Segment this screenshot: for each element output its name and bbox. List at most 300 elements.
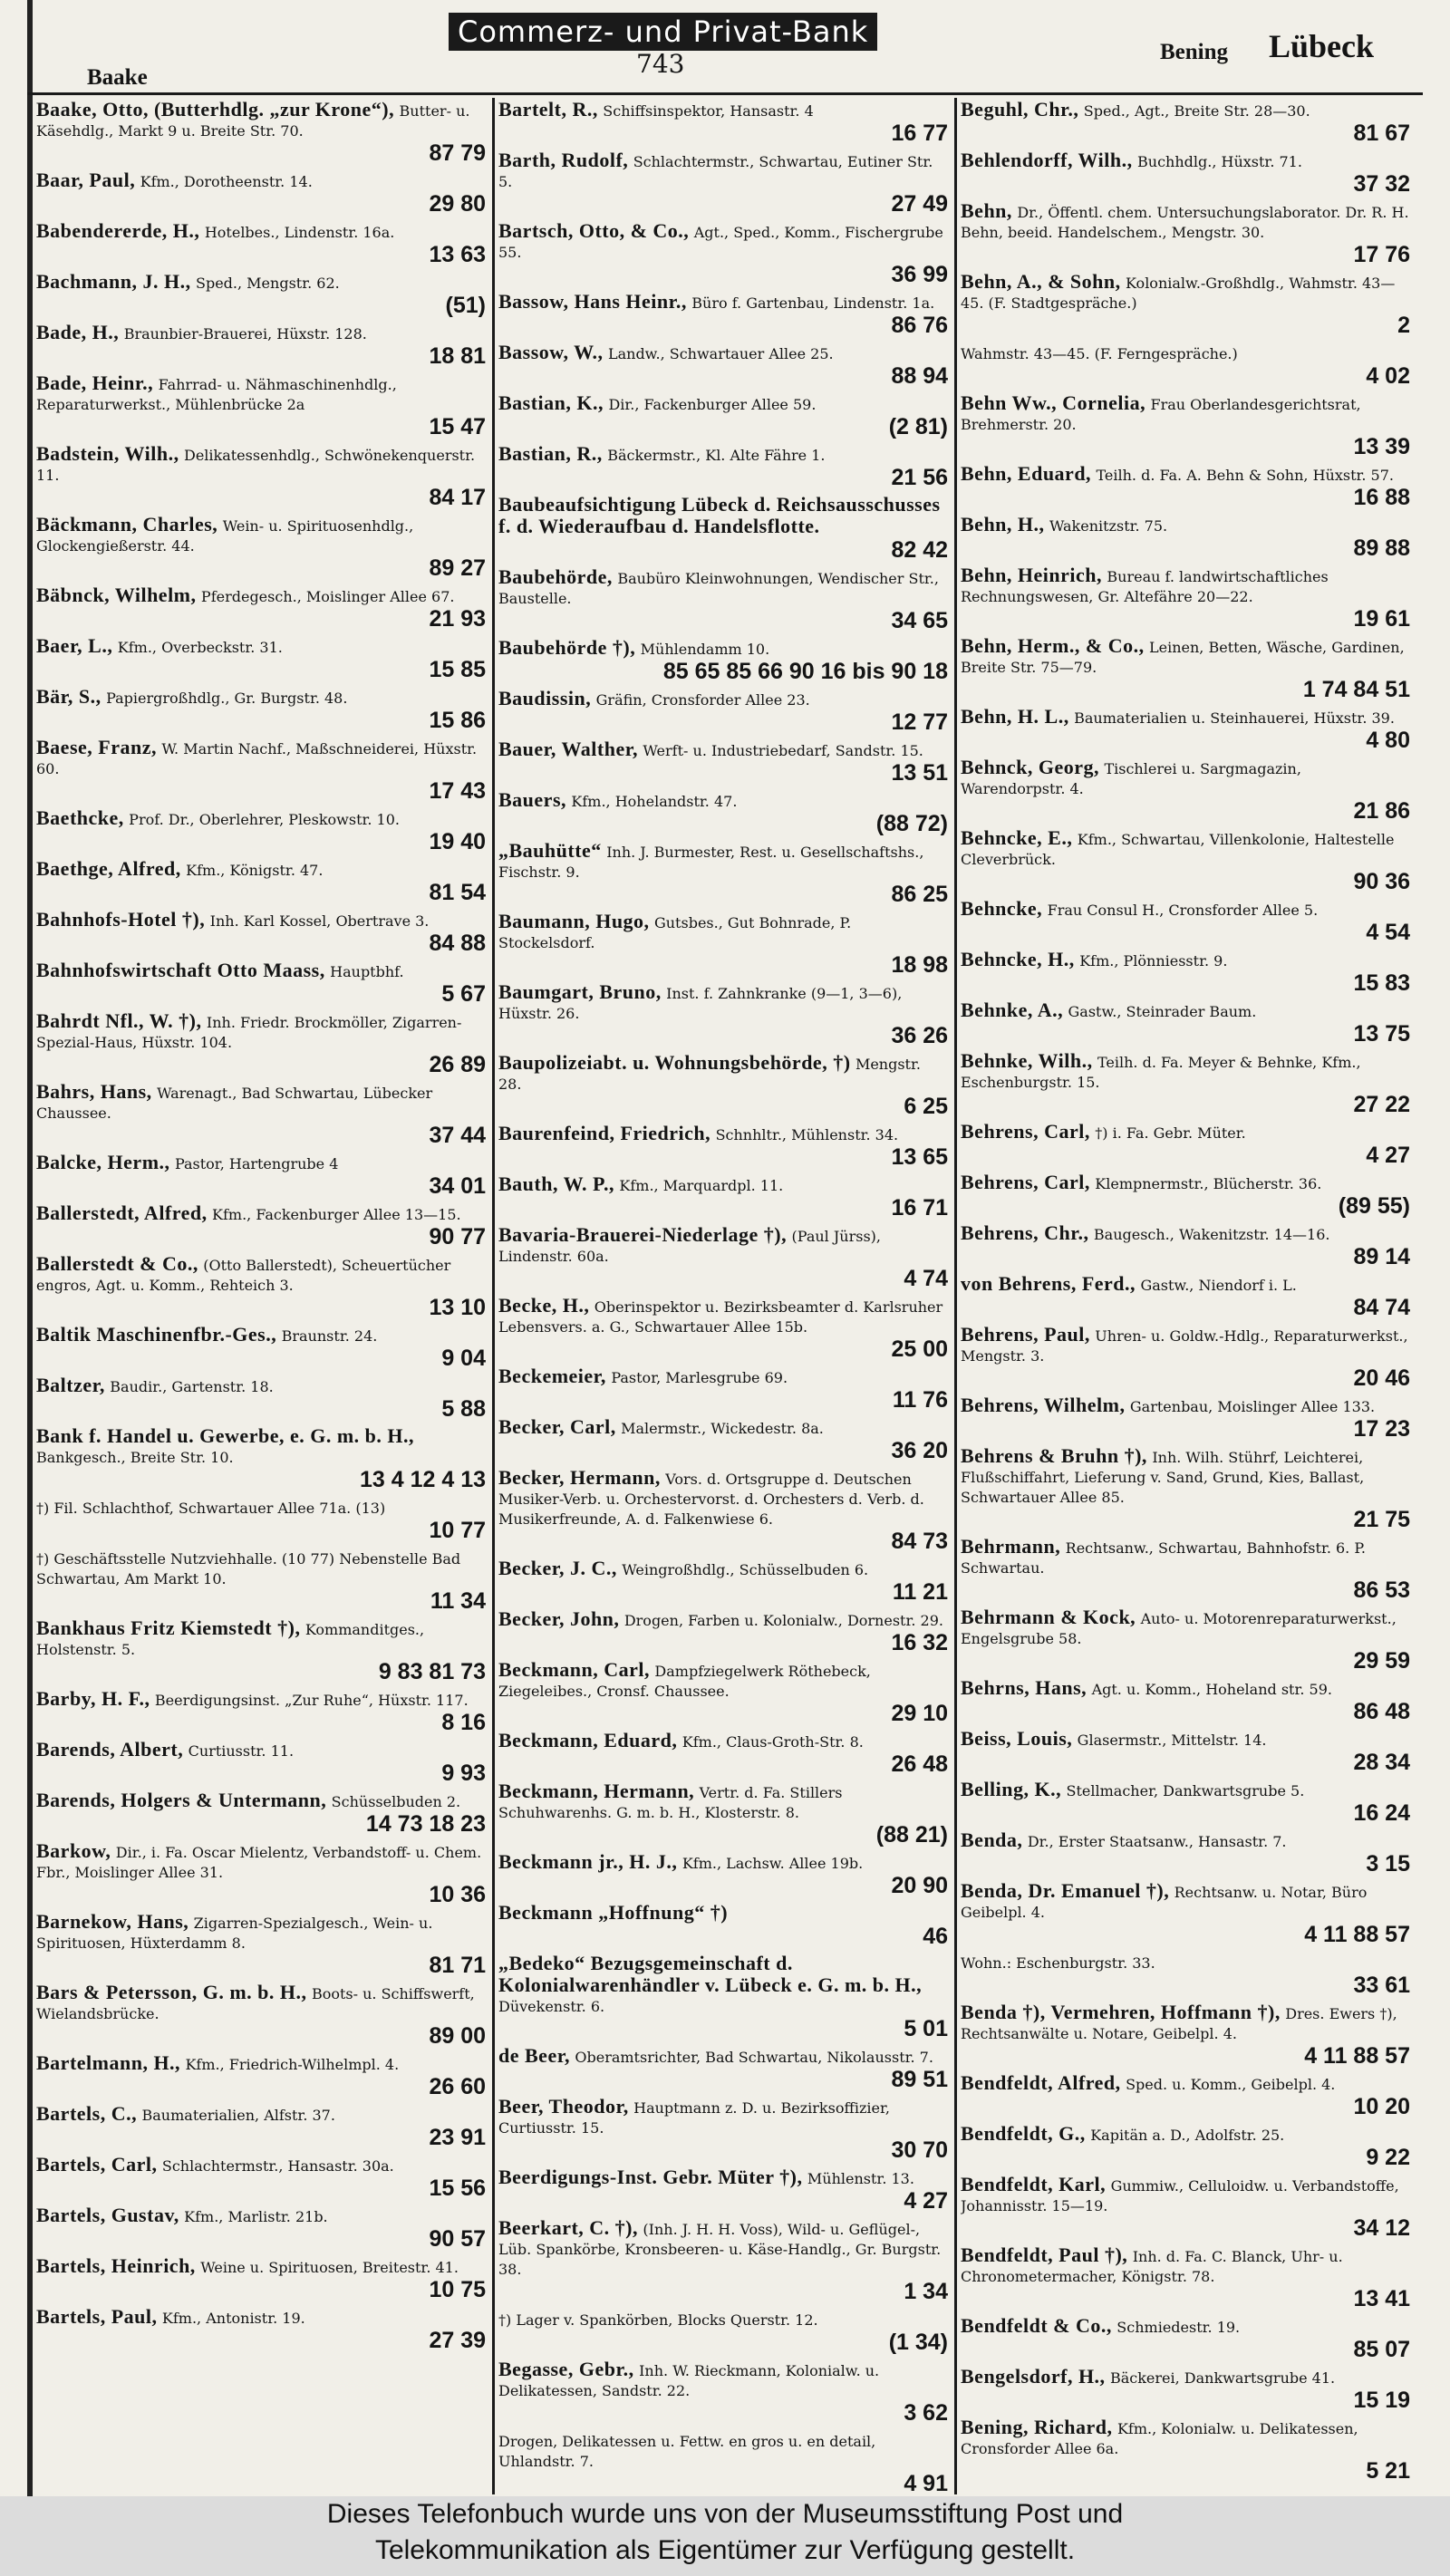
- directory-entry: [498, 1417, 952, 1462]
- directory-entry: [961, 2417, 1414, 2483]
- directory-entry: [961, 1000, 1414, 1046]
- directory-entry: [498, 2430, 952, 2492]
- entry-phone-number: 15 83: [1353, 970, 1410, 996]
- directory-entry: [961, 464, 1414, 509]
- entry-name: Bahrdt Nfl., W. †),: [36, 1009, 202, 1032]
- entry-description: Wein- u. Spirituosenhdlg., Glockengießerstr. 44.: [36, 517, 414, 555]
- entry-phone-number: 2: [1397, 313, 1410, 338]
- directory-entry: [961, 2175, 1414, 2240]
- directory-entry: [961, 2245, 1414, 2311]
- directory-entry: [498, 689, 952, 734]
- entry-description: (Otto Ballerstedt), Scheuertücher engros, Agt. u. Komm., Rehteich 3.: [36, 1257, 451, 1294]
- entry-phone-number: 16 32: [891, 1630, 948, 1655]
- entry-name: Bendfeldt, Karl,: [961, 2173, 1107, 2195]
- entry-phone-number: 5 88: [441, 1396, 486, 1422]
- entry-description: †) Fil. Schlachthof, Schwartauer Allee 71a. (13): [36, 1500, 386, 1517]
- directory-entry: [498, 790, 952, 835]
- entry-name: Baubehörde,: [498, 565, 613, 588]
- entry-phone-number: 4 80: [1366, 728, 1410, 753]
- directory-entry: [498, 1296, 952, 1361]
- directory-entry: [498, 1558, 952, 1604]
- entry-phone-number: 1 74 84 51: [1302, 677, 1410, 702]
- entry-name: Behrens & Bruhn †),: [961, 1444, 1147, 1467]
- entry-name: Behnck, Georg,: [961, 756, 1100, 778]
- directory-entry: [961, 1952, 1414, 1997]
- entry-name: Beerkart, C. †),: [498, 2216, 639, 2239]
- entry-description: Kolonialw.-Großhdlg., Wahmstr. 43—45. (F. Stadtgespräche.): [961, 275, 1396, 312]
- entry-name: Behrens, Paul,: [961, 1323, 1090, 1346]
- directory-entry: [498, 393, 952, 439]
- entry-name: Beiss, Louis,: [961, 1727, 1073, 1750]
- directory-entry: [36, 444, 489, 509]
- directory-entry: [36, 100, 489, 165]
- entry-phone-number: 10 75: [429, 2277, 486, 2302]
- entry-name: Behncke,: [961, 897, 1043, 920]
- entry-name: Bahnhofs-Hotel †),: [36, 908, 206, 931]
- entry-phone-number: 89 88: [1353, 535, 1410, 561]
- entry-phone-number: 13 10: [429, 1295, 486, 1320]
- entry-phone-number: (89 55): [1338, 1193, 1410, 1219]
- directory-entry: [498, 1225, 952, 1290]
- entry-description: Inst. f. Zahnkranke (9—1, 3—6), Hüxstr. 26.: [498, 985, 903, 1022]
- directory-entry: [498, 100, 952, 145]
- entry-description: Mühlendamm 10.: [640, 641, 770, 658]
- entry-description: Kfm., Kolonialw. u. Delikatessen, Cronsforder Allee 6a.: [961, 2420, 1358, 2457]
- directory-entry: [498, 1731, 952, 1776]
- entry-name: Beer, Theodor,: [498, 2095, 629, 2118]
- entry-description: Wakenitzstr. 75.: [1049, 517, 1168, 535]
- entry-name: Bäbnck, Wilhelm,: [36, 584, 197, 606]
- directory-entry: [498, 2046, 952, 2091]
- entry-phone-number: 5 01: [904, 2016, 948, 2041]
- entry-phone-number: 20 46: [1353, 1365, 1410, 1391]
- entry-description: Schiffsinspektor, Hansastr. 4: [603, 102, 814, 120]
- entry-description: Kfm., Königstr. 47.: [186, 862, 324, 879]
- entry-description: Hauptbhf.: [330, 963, 404, 980]
- header-city: Lübeck: [1269, 28, 1375, 64]
- directory-entry: [498, 1468, 952, 1553]
- entry-name: Beerdigungs-Inst. Gebr. Müter †),: [498, 2166, 803, 2188]
- entry-name: Bäckmann, Charles,: [36, 513, 218, 535]
- entry-phone-number: 4 54: [1366, 920, 1410, 945]
- directory-entry: [961, 343, 1414, 388]
- entry-name: Bartelt, R.,: [498, 100, 598, 121]
- entry-description: Butter- u. Käsehdlg., Markt 9 u. Breite Str. 70.: [36, 102, 470, 140]
- directory-entry: [961, 1607, 1414, 1673]
- entry-phone-number: 27 49: [891, 191, 948, 217]
- entry-phone-number: 37 32: [1353, 171, 1410, 197]
- entry-phone-number: 17 43: [429, 778, 486, 804]
- directory-entry: [36, 738, 489, 803]
- directory-entry: [498, 444, 952, 489]
- directory-entry: [961, 1223, 1414, 1269]
- entry-phone-number: 9 93: [441, 1761, 486, 1786]
- entry-name: Behn, Heinrich,: [961, 564, 1103, 586]
- entry-description: Inh. W. Rieckmann, Kolonialw. u. Delikatessen, Sandstr. 22.: [498, 2362, 880, 2399]
- entry-description: (Paul Jürss), Lindenstr. 60a.: [498, 1228, 881, 1265]
- directory-entry: [961, 1325, 1414, 1390]
- directory-entry: [498, 567, 952, 632]
- entry-description: Bäckermstr., Kl. Alte Fähre 1.: [607, 447, 826, 464]
- entry-phone-number: 13 63: [429, 242, 486, 267]
- entry-description: Kfm., Hohelandstr. 47.: [571, 793, 738, 810]
- entry-description: Schüsselbuden 2.: [331, 1793, 461, 1810]
- entry-name: „Bauhütte“: [498, 839, 602, 862]
- entry-description: Schnhltr., Mühlenstr. 34.: [715, 1126, 899, 1143]
- directory-entry: [961, 393, 1414, 458]
- entry-phone-number: 90 57: [429, 2226, 486, 2252]
- entry-phone-number: 36 26: [891, 1023, 948, 1048]
- entry-description: Fahrrad- u. Nähmaschinenhdlg., Reparaturwerkst., Mühlenbrücke 2a: [36, 376, 397, 413]
- directory-entry: [961, 515, 1414, 560]
- directory-entry: [961, 2367, 1414, 2412]
- entry-description: Kfm., Dorotheenstr. 14.: [140, 173, 313, 190]
- directory-entry: [498, 1954, 952, 2041]
- entry-name: Beckmann, Carl,: [498, 1658, 650, 1681]
- entry-description: Sped., Agt., Breite Str. 28—30.: [1083, 102, 1310, 120]
- entry-phone-number: 23 91: [429, 2125, 486, 2150]
- entry-phone-number: 86 25: [891, 882, 948, 907]
- directory-entry: [961, 565, 1414, 631]
- directory-entry: [961, 2073, 1414, 2118]
- entry-phone-number: 36 20: [891, 1438, 948, 1463]
- entry-name: Behn Ww., Cornelia,: [961, 391, 1146, 414]
- entry-name: Becke, H.,: [498, 1294, 590, 1317]
- entry-description: Kfm., Friedrich-Wilhelmpl. 4.: [185, 2056, 400, 2073]
- entry-name: Bartels, Paul,: [36, 2305, 158, 2328]
- entry-description: Dres. Ewers †), Rechtsanwälte u. Notare, Geibelpl. 4.: [961, 2005, 1397, 2042]
- directory-entry: [498, 1366, 952, 1412]
- entry-phone-number: 28 34: [1353, 1750, 1410, 1775]
- entry-description: Hotelbes., Lindenstr. 16a.: [204, 224, 395, 241]
- entry-phone-number: 17 23: [1353, 1416, 1410, 1442]
- entry-description: Dr., Öffentl. chem. Untersuchungslaborator. Dr. R. H. Behn, beeid. Handelschem., Mengstr. 30.: [961, 204, 1409, 241]
- directory-entry: [961, 950, 1414, 995]
- entry-name: Behrmann,: [961, 1535, 1061, 1558]
- entry-phone-number: 85 65 85 66 90 16 bis 90 18: [662, 659, 948, 684]
- entry-description: Tischlerei u. Sargmagazin, Warendorpstr. 4.: [961, 760, 1301, 797]
- entry-description: Frau Oberlandesgerichtsrat, Brehmerstr. 20.: [961, 396, 1361, 433]
- entry-name: Balcke, Herm.,: [36, 1151, 170, 1173]
- entry-description: Uhren- u. Goldw.-Hdlg., Reparaturwerkst., Mengstr. 3.: [961, 1327, 1408, 1365]
- entry-name: Belling, K.,: [961, 1778, 1062, 1800]
- entry-phone-number: 13 65: [891, 1144, 948, 1170]
- entry-name: Baurenfeind, Friedrich,: [498, 1122, 711, 1144]
- entry-name: Bassow, Hans Heinr.,: [498, 290, 687, 313]
- entry-phone-number: 17 76: [1353, 242, 1410, 267]
- entry-name: Bade, H.,: [36, 321, 120, 343]
- entry-name: Behn, Eduard,: [961, 462, 1092, 485]
- entry-name: Beckmann, Eduard,: [498, 1729, 678, 1751]
- directory-entry: [961, 1830, 1414, 1876]
- directory-entry: [36, 515, 489, 580]
- directory-entry: [961, 1780, 1414, 1825]
- entry-phone-number: 87 79: [429, 140, 486, 166]
- entry-phone-number: 13 4 12 4 13: [359, 1467, 486, 1492]
- entry-phone-number: (2 81): [888, 414, 948, 439]
- entry-description: Schlachtermstr., Hansastr. 30a.: [161, 2157, 394, 2175]
- entry-name: Behn, Herm., & Co.,: [961, 634, 1145, 657]
- entry-name: Barkow,: [36, 1839, 111, 1862]
- entry-name: Bachmann, J. H.,: [36, 270, 191, 293]
- entry-description: Rechtsanw. u. Notar, Büro Geibelpl. 4.: [961, 1884, 1368, 1921]
- entry-name: Behrens, Chr.,: [961, 1221, 1089, 1244]
- directory-entry: [36, 323, 489, 368]
- entry-name: Baese, Franz,: [36, 736, 157, 758]
- directory-entry: [36, 1548, 489, 1613]
- entry-description: Dr., Erster Staatsanw., Hansastr. 7.: [1027, 1833, 1287, 1850]
- directory-entry: [961, 1051, 1414, 1116]
- entry-phone-number: 88 94: [891, 363, 948, 389]
- entry-description: Boots- u. Schiffswerft, Wielandsbrücke.: [36, 1985, 475, 2022]
- entry-phone-number: 11 76: [892, 1387, 948, 1413]
- footer-line-2: Telekommunikation als Eigentümer zur Verfügung gestellt.: [374, 2535, 1076, 2565]
- entry-name: Bastian, K.,: [498, 391, 604, 414]
- entry-name: Baethge, Alfred,: [36, 857, 181, 880]
- entry-description: Gummiw., Celluloidw. u. Verbandstoffe, Johannisstr. 15—19.: [961, 2177, 1399, 2214]
- entry-description: Sped. u. Komm., Geibelpl. 4.: [1126, 2076, 1336, 2093]
- entry-description: Kfm., Marquardpl. 11.: [619, 1177, 784, 1194]
- entry-description: Pastor, Marlesgrube 69.: [611, 1369, 788, 1386]
- directory-entry: [498, 495, 952, 562]
- directory-entry: [36, 1203, 489, 1249]
- entry-description: Inh. Wilh. Stührf, Leichterei, Flußschiffahrt, Lieferung v. Sand, Grund, Kies, Ballast, Schwartauer Allee 85.: [961, 1449, 1365, 1506]
- entry-name: Baar, Paul,: [36, 169, 136, 191]
- entry-name: Bankhaus Fritz Kiemstedt †),: [36, 1616, 301, 1639]
- directory-entry: [498, 638, 952, 683]
- directory-entry: [961, 1446, 1414, 1531]
- entry-phone-number: 26 48: [891, 1751, 948, 1777]
- directory-page: [27, 0, 1423, 2496]
- directory-entry: [961, 1172, 1414, 1218]
- entry-phone-number: 21 56: [891, 465, 948, 490]
- entry-name: Baltzer,: [36, 1374, 105, 1396]
- directory-entry: [961, 828, 1414, 893]
- header-rule: [27, 92, 1423, 95]
- entry-phone-number: 86 76: [891, 313, 948, 338]
- entry-name: Bavaria-Brauerei-Niederlage †),: [498, 1223, 788, 1246]
- entry-name: Bars & Petersson, G. m. b. H.,: [36, 1981, 307, 2003]
- footer-line-1: Dieses Telefonbuch wurde uns von der Museumsstiftung Post und: [326, 2499, 1124, 2529]
- directory-entry: [498, 982, 952, 1047]
- entry-description: Pastor, Hartengrube 4: [174, 1155, 339, 1172]
- header-first-entry: Baake: [87, 65, 148, 90]
- entry-phone-number: 86 53: [1353, 1577, 1410, 1603]
- entry-description: Dir., Fackenburger Allee 59.: [608, 396, 817, 413]
- entry-name: Behrns, Hans,: [961, 1676, 1088, 1699]
- entry-phone-number: 10 20: [1353, 2094, 1410, 2119]
- entry-description: Vertr. d. Fa. Stillers Schuhwarenhs. G. m. b. H., Klosterstr. 8.: [498, 1784, 843, 1821]
- directory-entry: [498, 1852, 952, 1897]
- directory-entry: [961, 636, 1414, 701]
- entry-phone-number: 1 34: [904, 2279, 948, 2304]
- entry-description: Gartenbau, Moislinger Allee 133.: [1129, 1398, 1376, 1415]
- directory-entry: [498, 221, 952, 286]
- entry-phone-number: 29 10: [891, 1701, 948, 1726]
- directory-entry: [961, 1274, 1414, 1319]
- directory-entry: [36, 960, 489, 1006]
- entry-phone-number: 30 70: [891, 2137, 948, 2163]
- entry-description: Kfm., Claus-Groth-Str. 8.: [682, 1733, 864, 1751]
- entry-description: Kapitän a. D., Adolfstr. 25.: [1090, 2127, 1285, 2144]
- directory-entry: [36, 2307, 489, 2352]
- entry-description: Drogen, Delikatessen u. Fettw. en gros u. en detail, Uhlandstr. 7.: [498, 2433, 876, 2470]
- entry-phone-number: 15 56: [429, 2176, 486, 2201]
- entry-phone-number: 4 74: [904, 1266, 948, 1291]
- directory-entry: [498, 1124, 952, 1169]
- entry-name: Benda †), Vermehren, Hoffmann †),: [961, 2001, 1281, 2023]
- entry-name: Baumgart, Bruno,: [498, 980, 662, 1003]
- directory-entry: [36, 859, 489, 904]
- directory-entry: [36, 1689, 489, 1734]
- entry-phone-number: 4 27: [1366, 1143, 1410, 1168]
- directory-entry: [36, 1254, 489, 1319]
- directory-entry: [498, 292, 952, 337]
- entry-phone-number: 89 27: [429, 555, 486, 581]
- entry-description: Baubüro Kleinwohnungen, Wendischer Str., Baustelle.: [498, 570, 939, 607]
- directory-entry: [36, 2155, 489, 2200]
- entry-description: Inh. Friedr. Brockmöller, Zigarren-Spezial-Haus, Hüxstr. 104.: [36, 1014, 462, 1051]
- entry-phone-number: 19 61: [1353, 606, 1410, 632]
- entry-name: Baer, L.,: [36, 634, 113, 657]
- entry-name: Bendfeldt, Alfred,: [961, 2071, 1121, 2094]
- directory-entry: [961, 899, 1414, 944]
- directory-entry: [961, 2124, 1414, 2169]
- entry-description: Oberamtsrichter, Bad Schwartau, Nikolausstr. 7.: [575, 2049, 933, 2066]
- entry-phone-number: 29 59: [1353, 1648, 1410, 1674]
- entry-name: Bassow, W.,: [498, 341, 604, 363]
- directory-entry: [36, 373, 489, 439]
- directory-entry: [36, 636, 489, 681]
- directory-entry: [36, 1983, 489, 2048]
- entry-phone-number: 18 81: [429, 343, 486, 369]
- directory-entry: [498, 1609, 952, 1655]
- entry-description: Kfm., Plönniesstr. 9.: [1079, 952, 1228, 970]
- entry-phone-number: (51): [445, 293, 486, 318]
- entry-phone-number: 19 40: [429, 829, 486, 854]
- directory-entry: [36, 1841, 489, 1906]
- directory-entry: [36, 1790, 489, 1836]
- entry-name: Becker, John,: [498, 1607, 620, 1630]
- entry-name: Bauers,: [498, 788, 566, 811]
- entry-description: Dampfziegelwerk Röthebeck, Ziegeleibes., Cronsf. Chaussee.: [498, 1663, 871, 1700]
- entry-phone-number: 21 86: [1353, 798, 1410, 824]
- entry-description: Delikatessenhdlg., Schwönekenquerstr. 11.: [36, 447, 476, 484]
- entry-phone-number: 4 11 88 57: [1304, 2043, 1410, 2069]
- column-3: [961, 100, 1414, 2492]
- entry-description: Vors. d. Ortsgruppe d. Deutschen Musiker-Verb. u. Orchestervorst. d. Orchesters d. Verb. d. Musikerfreunde, A. d. Falkenwiese 6.: [498, 1471, 924, 1528]
- entry-phone-number: 81 67: [1353, 121, 1410, 146]
- entry-phone-number: 29 80: [429, 191, 486, 217]
- entry-description: Schmiedestr. 19.: [1116, 2319, 1241, 2336]
- page-header: [27, 0, 1423, 98]
- entry-phone-number: 26 89: [429, 1052, 486, 1077]
- entry-phone-number: 6 25: [904, 1094, 948, 1119]
- entry-phone-number: 25 00: [891, 1336, 948, 1362]
- entry-phone-number: 86 48: [1353, 1699, 1410, 1724]
- entry-name: „Bedeko“ Bezugsgemeinschaft d. Kolonialwarenhändler v. Lübeck e. G. m. b. H.,: [498, 1952, 923, 1996]
- entry-name: Bening, Richard,: [961, 2416, 1113, 2438]
- entry-name: von Behrens, Ferd.,: [961, 1272, 1136, 1295]
- entry-phone-number: 90 77: [429, 1224, 486, 1249]
- directory-entry: [961, 1537, 1414, 1602]
- entry-name: Bär, S.,: [36, 685, 102, 708]
- entry-phone-number: (88 72): [875, 811, 948, 836]
- directory-entry: [36, 1153, 489, 1198]
- entry-name: Ballerstedt & Co.,: [36, 1252, 198, 1275]
- entry-description: Prof. Dr., Oberlehrer, Pleskowstr. 10.: [129, 811, 400, 828]
- directory-entry: [961, 757, 1414, 823]
- column-divider: [954, 98, 957, 2494]
- directory-entry: [498, 2309, 952, 2354]
- entry-phone-number: 5 21: [1366, 2458, 1410, 2484]
- entry-description: (Inh. J. H. H. Voss), Wild- u. Geflügel-, Lüb. Spankörbe, Kronsbeeren- u. Käse-Handlg., Gr. Burgstr. 38.: [498, 2221, 942, 2278]
- entry-name: Behn, H.,: [961, 513, 1045, 535]
- directory-entry: [498, 1053, 952, 1118]
- entry-phone-number: 15 19: [1353, 2388, 1410, 2413]
- entry-description: Papiergroßhdlg., Gr. Burgstr. 48.: [106, 690, 348, 707]
- entry-phone-number: 34 01: [429, 1173, 486, 1199]
- entry-name: Beguhl, Chr.,: [961, 100, 1079, 121]
- entry-phone-number: 89 51: [891, 2067, 948, 2092]
- entry-phone-number: 16 24: [1353, 1800, 1410, 1826]
- directory-entry: [36, 2053, 489, 2098]
- directory-entry: [36, 1082, 489, 1147]
- entry-phone-number: 4 27: [904, 2188, 948, 2214]
- directory-entry: [36, 1740, 489, 1785]
- entry-phone-number: 11 34: [430, 1588, 486, 1614]
- entry-description: Teilh. d. Fa. Meyer & Behnke, Kfm., Eschenburgstr. 15.: [961, 1054, 1361, 1091]
- entry-name: Behrens, Carl,: [961, 1171, 1090, 1193]
- entry-description: Stellmacher, Dankwartsgrube 5.: [1066, 1782, 1305, 1799]
- directory-entry: [498, 2218, 952, 2303]
- entry-phone-number: 4 91: [904, 2471, 948, 2492]
- entry-description: Buchhdlg., Hüxstr. 71.: [1137, 153, 1302, 170]
- entry-phone-number: 16 71: [891, 1195, 948, 1220]
- entry-description: Bäckerei, Dankwartsgrube 41.: [1109, 2369, 1336, 2387]
- directory-entry: [36, 2205, 489, 2251]
- entry-name: Bahnhofswirtschaft Otto Maass,: [36, 959, 325, 981]
- entry-phone-number: 4 11 88 57: [1304, 1922, 1410, 1947]
- entry-phone-number: 9 22: [1366, 2145, 1410, 2170]
- entry-name: Baudissin,: [498, 687, 592, 709]
- directory-entry: [36, 272, 489, 317]
- entry-description: Warenagt., Bad Schwartau, Lübecker Chaussee.: [36, 1085, 433, 1122]
- entry-name: Barends, Holgers & Untermann,: [36, 1789, 327, 1811]
- entry-description: Mühlenstr. 13.: [807, 2170, 914, 2187]
- entry-description: Dir., i. Fa. Oscar Mielentz, Verbandstoff- u. Chem. Fbr., Moislinger Allee 31.: [36, 1844, 482, 1881]
- entry-description: Drogen, Farben u. Kolonialw., Dornestr. 29.: [624, 1612, 943, 1629]
- entry-name: Behrens, Wilhelm,: [961, 1394, 1126, 1416]
- entry-description: Curtiusstr. 11.: [188, 1742, 295, 1760]
- entry-name: Bahrs, Hans,: [36, 1080, 152, 1103]
- entry-description: Kfm., Fackenburger Allee 13—15.: [212, 1206, 461, 1223]
- entry-name: Barth, Rudolf,: [498, 149, 629, 171]
- entry-description: Pferdegesch., Moislinger Allee 67.: [200, 588, 455, 605]
- directory-entry: [961, 2002, 1414, 2068]
- directory-entry: [36, 1325, 489, 1370]
- directory-entry: [961, 100, 1414, 145]
- entry-description: Baumaterialien, Alfstr. 37.: [141, 2107, 335, 2124]
- entry-phone-number: 89 00: [429, 2023, 486, 2049]
- entry-description: Weine u. Spirituosen, Breitestr. 41.: [200, 2259, 459, 2276]
- entry-description: Schlachtermstr., Schwartau, Eutiner Str. 5.: [498, 153, 933, 190]
- entry-phone-number: 16 88: [1353, 485, 1410, 510]
- entry-phone-number: 34 12: [1353, 2215, 1410, 2241]
- entry-name: Baethcke,: [36, 806, 124, 829]
- directory-entry: [498, 2167, 952, 2213]
- entry-phone-number: 13 39: [1353, 434, 1410, 459]
